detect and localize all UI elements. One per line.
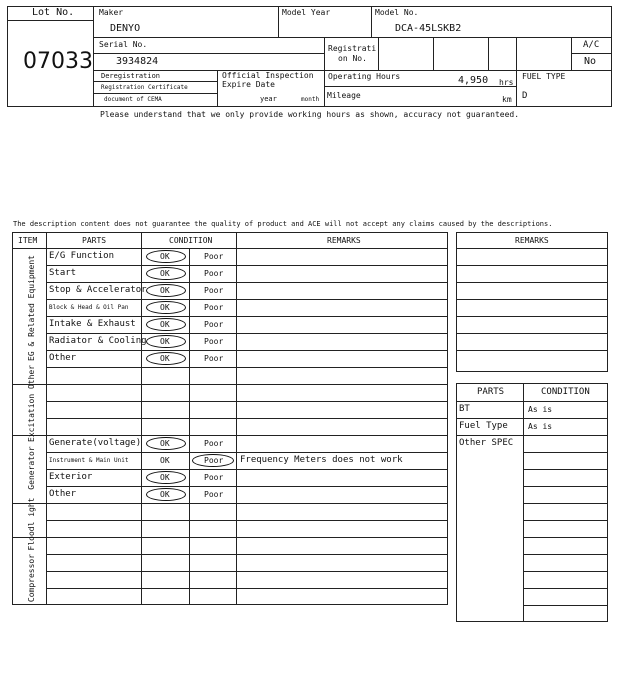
condition-poor: Poor	[204, 320, 224, 329]
condition-poor: Poor	[204, 456, 224, 465]
model-no-value: DCA-45LSKB2	[395, 23, 462, 34]
lot-no-label: Lot No.	[32, 7, 75, 18]
condition-poor: Poor	[204, 337, 224, 346]
table-part-label: Radiator & Cooling	[49, 336, 147, 346]
table-row-line	[46, 333, 448, 334]
table-row-line	[46, 418, 448, 419]
condition-poor: Poor	[204, 286, 224, 295]
col-item-header: ITEM	[18, 236, 38, 245]
col-parts-header: PARTS	[82, 236, 107, 245]
table-row-line	[46, 367, 448, 368]
fuel-type-label: FUEL TYPE	[522, 72, 566, 81]
table-part-label: Intake & Exhaust	[49, 319, 136, 329]
table-row-line	[46, 588, 448, 589]
serial-no-label: Serial No.	[99, 40, 148, 49]
registration-no-label-2: on No.	[338, 54, 367, 63]
official-inspection-label-2: Expire Date	[222, 80, 275, 89]
spec-row-line	[456, 435, 608, 436]
spec-row-line	[523, 554, 608, 555]
table-part-label: Block & Head & Oil Pan	[49, 304, 129, 311]
remarks-row-line	[456, 282, 608, 283]
section-floodlight-label: Floodl ight	[27, 497, 36, 551]
document-of-cema-label: document of CEMA	[104, 96, 162, 103]
table-part-label: Other	[49, 489, 77, 499]
model-no-label: Model No.	[375, 8, 419, 17]
spec-row-line	[456, 418, 608, 419]
deregistration-label: Deregistration	[101, 72, 161, 80]
right-remarks-header: REMARKS	[515, 236, 549, 245]
table-row-line	[46, 486, 448, 487]
working-hours-notice: Please understand that we only provide working hours as shown, accuracy not guaranteed.	[100, 110, 520, 119]
table-row-line	[46, 452, 448, 453]
remarks-row-line	[456, 350, 608, 351]
condition-poor: Poor	[204, 354, 224, 363]
registration-certificate-label: Registration Certificate	[101, 84, 188, 91]
maker-value: DENYO	[110, 23, 141, 34]
condition-ok: OK	[160, 354, 170, 363]
table-part-label: Exterior	[49, 472, 93, 482]
spec-row-line	[523, 452, 608, 453]
table-row-line	[46, 571, 448, 572]
condition-poor: Poor	[204, 473, 224, 482]
table-row-line	[46, 520, 448, 521]
model-year-label: Model Year	[282, 8, 331, 17]
condition-poor: Poor	[204, 303, 224, 312]
condition-ok: OK	[160, 286, 170, 295]
lot-no-value: 07033	[23, 49, 93, 74]
spec-row-line	[523, 503, 608, 504]
serial-no-value: 3934824	[116, 56, 159, 67]
section-compressor-label: Compressor	[27, 553, 36, 603]
table-remark: Frequency Meters does not work	[240, 455, 403, 465]
right-condition-header: CONDITION	[541, 387, 590, 397]
condition-poor: Poor	[204, 439, 224, 448]
table-part-label: Instrument & Main Unit	[49, 457, 129, 464]
operating-hours-value: 4,950	[458, 75, 489, 86]
spec-row-line	[523, 486, 608, 487]
remarks-row-line	[456, 333, 608, 334]
table-row-line	[46, 350, 448, 351]
table-row-line	[46, 316, 448, 317]
col-remarks-header: REMARKS	[327, 236, 361, 245]
table-part-label: Other	[49, 353, 77, 363]
table-row-line	[46, 265, 448, 266]
condition-ok: OK	[160, 320, 170, 329]
condition-ok: OK	[160, 490, 170, 499]
km-unit: km	[502, 95, 512, 104]
spec-condition-value: As is	[528, 405, 553, 414]
table-part-label: Stop & Accelerator	[49, 285, 147, 295]
remarks-row-line	[456, 265, 608, 266]
hrs-unit: hrs	[499, 78, 514, 87]
year-label: year	[260, 95, 277, 103]
table-row-line	[12, 537, 448, 538]
condition-poor: Poor	[204, 252, 224, 261]
condition-ok: OK	[160, 439, 170, 448]
condition-ok: OK	[160, 456, 170, 465]
table-row-line	[46, 554, 448, 555]
spec-row-line	[523, 520, 608, 521]
condition-ok: OK	[160, 252, 170, 261]
table-part-label: Generate(voltage)	[49, 438, 142, 448]
operating-hours-label: Operating Hours	[328, 72, 401, 81]
table-row-line	[46, 282, 448, 283]
spec-part-label: BT	[459, 404, 470, 414]
table-part-label: E/G Function	[49, 251, 115, 261]
spec-part-label: Fuel Type	[459, 421, 508, 431]
table-row-line	[12, 435, 448, 436]
spec-row-line	[523, 605, 608, 606]
right-parts-header: PARTS	[477, 387, 505, 397]
condition-poor: Poor	[204, 490, 224, 499]
ac-value: No	[584, 56, 597, 67]
table-row-line	[12, 384, 448, 385]
spec-row-line	[523, 588, 608, 589]
table-row-line	[46, 469, 448, 470]
table-part-label: Start	[49, 268, 77, 278]
registration-no-label-1: Registrati	[328, 44, 377, 53]
section-generator-label: Generator	[27, 446, 36, 490]
spec-row-line	[523, 571, 608, 572]
table-row-line	[46, 299, 448, 300]
section-eg-label: EG & Related Equipment	[27, 255, 36, 361]
condition-ok: OK	[160, 337, 170, 346]
maker-label: Maker	[99, 8, 124, 17]
condition-ok: OK	[160, 303, 170, 312]
spec-part-label: Other SPEC	[459, 438, 514, 448]
table-row-line	[46, 401, 448, 402]
spec-row-line	[523, 469, 608, 470]
remarks-row-line	[456, 316, 608, 317]
fuel-type-value: D	[522, 91, 528, 101]
spec-condition-value: As is	[528, 422, 553, 431]
month-label: month	[301, 96, 320, 103]
col-condition-header: CONDITION	[169, 236, 213, 245]
remarks-row-line	[456, 299, 608, 300]
condition-ok: OK	[160, 269, 170, 278]
mileage-label: Mileage	[327, 91, 361, 100]
official-inspection-label-1: Official Inspection	[222, 71, 314, 80]
condition-poor: Poor	[204, 269, 224, 278]
condition-ok: OK	[160, 473, 170, 482]
table-row-line	[12, 503, 448, 504]
ac-label: A/C	[583, 40, 600, 50]
disclaimer-text: The description content does not guarantee the quality of product and ACE will not accept any claims caused by the descriptions.	[13, 220, 553, 228]
spec-row-line	[523, 537, 608, 538]
section-excitation-label: Excitation Other	[27, 364, 36, 442]
